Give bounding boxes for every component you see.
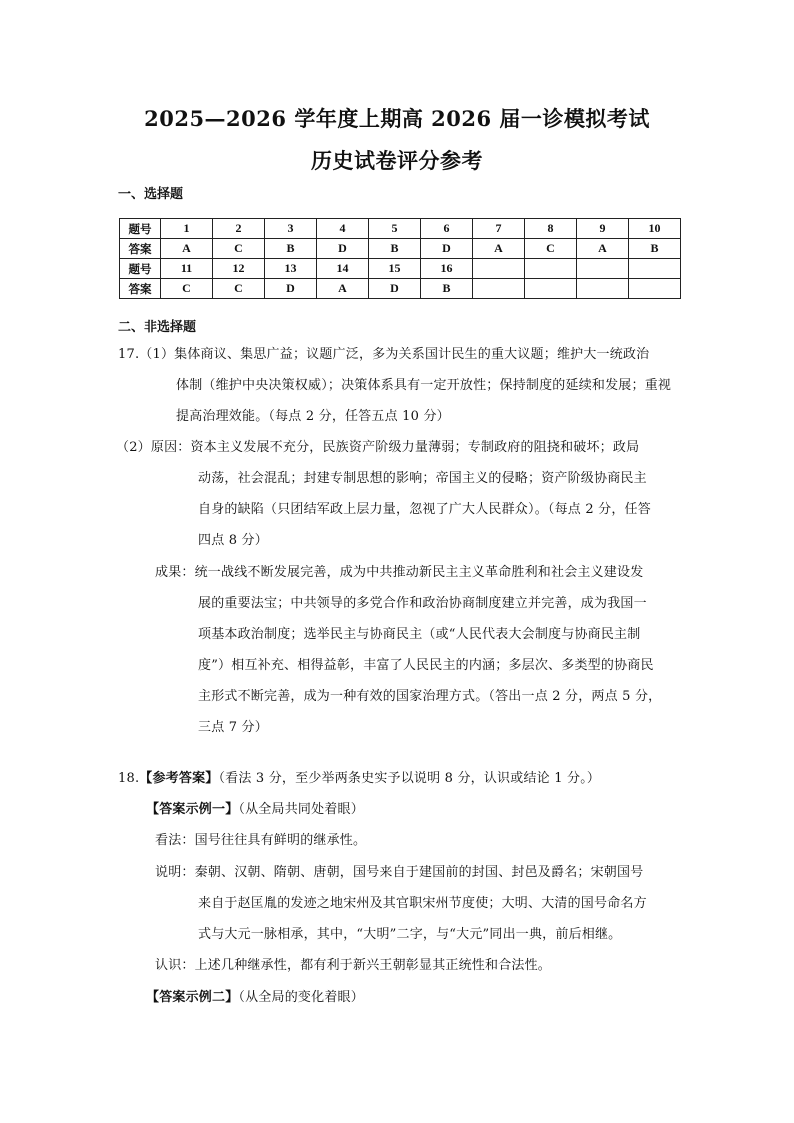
q17-part2-reason-line: 动荡，社会混乱；封建专制思想的影响；帝国主义的侵略；资产阶级协商民主	[198, 471, 647, 486]
answer-cell: A	[577, 239, 629, 259]
q17-part1-line: 提高治理效能。（每点 2 分，任答五点 10 分）	[176, 409, 450, 424]
question-number-cell: 16	[421, 259, 473, 279]
question-number-cell: 4	[317, 219, 369, 239]
q17-part1-line: 体制（维护中央决策权威）；决策体系具有一定开放性；保持制度的延续和发展；重视	[176, 378, 672, 393]
row-label: 题号	[120, 259, 161, 279]
q17-part2-result-line: 成果：统一战线不断发展完善，成为中共推动新民主主义革命胜利和社会主义建设发	[155, 565, 644, 580]
q18-header	[118, 772, 600, 785]
q18-example1-heading	[146, 803, 364, 816]
q17-part2-result-line: 项基本政治制度；选举民主与协商民主（或“人民代表大会制度与协商民主制	[198, 627, 641, 642]
section-nonchoice-heading: 二、非选择题	[118, 320, 197, 335]
empty-cell	[525, 279, 577, 299]
empty-cell	[473, 279, 525, 299]
table-row	[120, 219, 681, 239]
row-label: 答案	[120, 279, 161, 299]
answer-cell: B	[369, 239, 421, 259]
q17-part2-result-line: 度”）相互补充、相得益彰，丰富了人民民主的内涵；多层次、多类型的协商民	[198, 658, 654, 673]
q18-example2-heading	[146, 991, 364, 1004]
empty-cell	[577, 279, 629, 299]
question-number-cell: 6	[421, 219, 473, 239]
table-row	[120, 239, 681, 259]
empty-cell	[473, 259, 525, 279]
page-title: 2025—2026 学年度上期高 2026 届一诊模拟考试	[144, 106, 650, 131]
q18-scoring-note: （看法 3 分，至少举两条史实予以说明 8 分，认识或结论 1 分。）	[218, 771, 601, 786]
question-number-cell: 1	[161, 219, 213, 239]
q17-part2-result-line: 主形式不断完善，成为一种有效的国家治理方式。（答出一点 2 分，两点 5 分，	[198, 689, 662, 704]
answer-cell: D	[265, 279, 317, 299]
row-label: 题号	[120, 219, 161, 239]
q17-part1-line: 17.（1）集体商议、集思广益；议题广泛，多为关系国计民生的重大议题；维护大一统政治	[118, 347, 650, 362]
q17-part2-reason-line: （2）原因：资本主义发展不充分，民族资产阶级力量薄弱；专制政府的阻挠和破坏；政局	[116, 440, 640, 455]
question-number-cell: 15	[369, 259, 421, 279]
answer-cell: D	[369, 279, 421, 299]
question-number-cell: 7	[473, 219, 525, 239]
question-number-cell: 11	[161, 259, 213, 279]
question-number-cell: 2	[213, 219, 265, 239]
question-number-cell: 8	[525, 219, 577, 239]
q18-number: 18.	[118, 771, 140, 786]
table-row	[120, 279, 681, 299]
q17-part2-result-line: 三点 7 分）	[198, 720, 268, 735]
empty-cell	[577, 259, 629, 279]
q17-part2-result-line: 展的重要法宝；中共领导的多党合作和政治协商制度建立并完善，成为我国一	[198, 596, 647, 611]
q18-conclusion-line: 认识：上述几种继承性，都有利于新兴王朝彰显其正统性和合法性。	[155, 958, 552, 973]
answer-cell: B	[421, 279, 473, 299]
q17-part2-reason-line: 四点 8 分）	[198, 533, 268, 548]
example1-label: 【答案示例一】	[146, 802, 239, 817]
example2-label: 【答案示例二】	[146, 990, 239, 1005]
section-choice-heading: 一、选择题	[118, 187, 184, 202]
answer-table	[119, 218, 681, 299]
answer-cell: A	[317, 279, 369, 299]
answer-cell: C	[213, 239, 265, 259]
question-number-cell: 5	[369, 219, 421, 239]
empty-cell	[629, 259, 681, 279]
answer-cell: C	[525, 239, 577, 259]
q18-explain-line: 来自于赵匡胤的发迹之地宋州及其官职宋州节度使；大明、大清的国号命名方	[198, 896, 647, 911]
q18-explain-line: 说明：秦朝、汉朝、隋朝、唐朝，国号来自于建国前的封国、封邑及爵名；宋朝国号	[155, 865, 644, 880]
table-row	[120, 259, 681, 279]
answer-cell: D	[421, 239, 473, 259]
question-number-cell: 9	[577, 219, 629, 239]
empty-cell	[525, 259, 577, 279]
answer-cell: D	[317, 239, 369, 259]
question-number-cell: 12	[213, 259, 265, 279]
answer-cell: C	[213, 279, 265, 299]
answer-cell: A	[161, 239, 213, 259]
answer-cell: C	[161, 279, 213, 299]
example2-note: （从全局的变化着眼）	[238, 990, 364, 1005]
page-subtitle: 历史试卷评分参考	[311, 148, 483, 173]
q18-view-line: 看法：国号往往具有鲜明的继承性。	[155, 833, 367, 848]
q17-part2-reason-line: 自身的缺陷（只团结军政上层力量，忽视了广大人民群众）。（每点 2 分，任答	[198, 502, 651, 517]
row-label: 答案	[120, 239, 161, 259]
example1-note: （从全局共同处着眼）	[238, 802, 364, 817]
answer-cell: B	[629, 239, 681, 259]
q18-explain-line: 式与大元一脉相承，其中，“大明”二字，与“大元”同出一典，前后相继。	[198, 927, 622, 942]
q18-reference-answer-label: 【参考答案】	[139, 771, 219, 786]
empty-cell	[629, 279, 681, 299]
answer-cell: B	[265, 239, 317, 259]
question-number-cell: 14	[317, 259, 369, 279]
question-number-cell: 10	[629, 219, 681, 239]
question-number-cell: 3	[265, 219, 317, 239]
answer-cell: A	[473, 239, 525, 259]
question-number-cell: 13	[265, 259, 317, 279]
